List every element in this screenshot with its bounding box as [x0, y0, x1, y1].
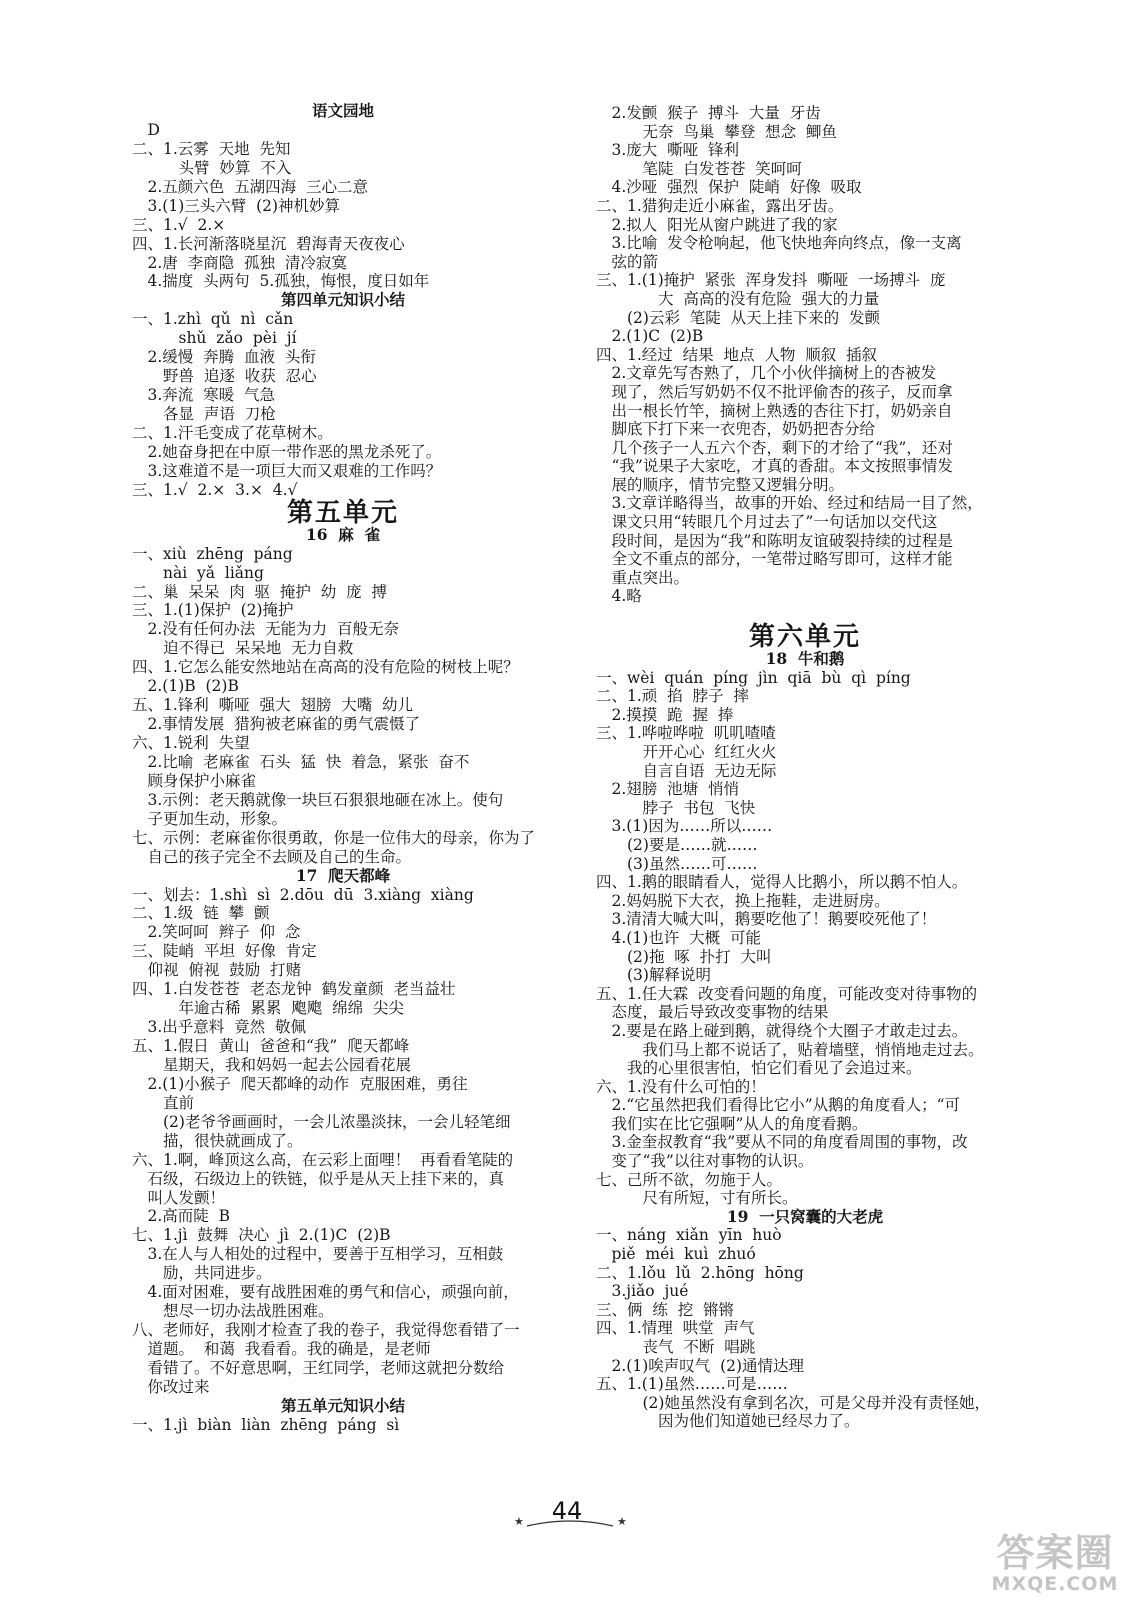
- answer-line: “我”说果子大家吃，才真的香甜。本文按照事情发: [611, 457, 953, 476]
- answer-line: 野兽 追逐 收获 忍心: [163, 367, 317, 386]
- answer-line: 3.出乎意料 竟然 敬佩: [147, 1018, 306, 1037]
- section-title: 18 牛和鹅: [765, 649, 845, 669]
- answer-line: 三、俩 练 挖 锵锵: [596, 1300, 735, 1319]
- answer-line: 脖子 书包 飞快: [642, 798, 756, 817]
- answer-line: 四、1.长河渐落晓星沉 碧海青天夜夜心: [132, 234, 405, 253]
- answer-line: 六、1.没有什么可怕的！: [596, 1077, 766, 1096]
- answer-line: 三、1.(1)保护 (2)掩护: [132, 601, 294, 620]
- answer-line: 段时间，是因为“我”和陈明友谊破裂持续的过程是: [611, 531, 953, 550]
- answer-line: 2.高而陡 B: [147, 1207, 231, 1226]
- answer-line: 石级，石级边上的铁链，似乎是从天上挂下来的，真: [147, 1169, 505, 1188]
- answer-line: 弦的箭: [611, 252, 659, 271]
- answer-line: 子更加生动，形象。: [147, 809, 288, 828]
- answer-line: 头臂 妙算 不入: [178, 158, 292, 177]
- answer-line: 2.妈妈脱下大衣，换上拖鞋，走进厨房。: [611, 891, 890, 910]
- answer-line: 你改过来: [147, 1377, 210, 1396]
- answer-line: 2.文章先写杏熟了，几个小伙伴摘树上的杏被发: [611, 364, 937, 383]
- answer-line: 二、1.云雾 天地 先知: [132, 139, 291, 158]
- answer-line: 3.清清大喊大叫，鹅要吃他了！鹅要咬死他了！: [611, 910, 937, 929]
- answer-line: 因为他们知道她已经尽力了。: [658, 1412, 860, 1431]
- answer-line: 三、1.(1)掩护 紧张 浑身发抖 嘶哑 一场搏斗 庞: [596, 271, 946, 290]
- answer-line: 六、1.啊，峰顶这么高，在云彩上面哩！ 再看看笔陡的: [132, 1150, 514, 1169]
- answer-line: 励，共同进步。: [163, 1264, 272, 1283]
- answer-line: 三、1.√ 2.× 3.× 4.√: [132, 480, 298, 499]
- answer-line: 态度，最后导致改变事物的结果: [611, 1003, 829, 1022]
- page-number: 44: [551, 1497, 583, 1525]
- answer-line: 四、1.白发苍苍 老态龙钟 鹤发童颜 老当益壮: [132, 980, 456, 999]
- answer-line: 叫人发颤！: [147, 1188, 226, 1207]
- answer-line: 变了“我”以往对事物的认识。: [611, 1152, 814, 1171]
- answer-line: 三、陡峭 平坦 好像 肯定: [132, 942, 317, 961]
- answer-line: 2.笑呵呵 辫子 仰 念: [147, 923, 301, 942]
- answer-line: 一、划去：1.shì sì 2.dōu dū 3.xiàng xiàng: [132, 885, 474, 904]
- answer-line: 3.(1)因为……所以……: [611, 817, 773, 836]
- section-title: 第五单元知识小结: [280, 1395, 405, 1415]
- answer-line: 展的顺序，情节完整又逻辑分明。: [611, 475, 845, 494]
- answer-line: 2.“它虽然把我们看得比它小”从鹅的角度看人；“可: [611, 1096, 961, 1115]
- answer-line: 4.面对困难，要有战胜困难的勇气和信心，顽强向前，: [147, 1283, 519, 1302]
- answer-line: 2.(1)小猴子 爬天都峰的动作 克服困难，勇往: [147, 1074, 468, 1093]
- section-title: 19 一只窝囊的大老虎: [726, 1206, 884, 1226]
- answer-line: 迫不得已 呆呆地 无力自救: [163, 639, 354, 658]
- answer-line: 二、1.顽 掐 脖子 摔: [596, 687, 749, 706]
- answer-line: piě méi kuì zhuó: [611, 1245, 756, 1264]
- answer-line: 道题。 和蔼 我看看。我的确是，是老师: [147, 1340, 431, 1358]
- answer-line: 看错了。不好意思啊，王红同学，老师这就把分数给: [147, 1358, 505, 1377]
- answer-line: 一、náng xiǎn yīn huò: [596, 1226, 782, 1245]
- answer-line: 尺有所短，寸有所长。: [642, 1189, 798, 1208]
- answer-line: 4.沙哑 强烈 保护 陡峭 好像 吸取: [611, 178, 862, 197]
- answer-line: 4.(1)也许 大概 可能: [611, 928, 761, 947]
- answer-line: 顾身保护小麻雀: [147, 771, 257, 790]
- section-title: 语文园地: [311, 101, 374, 120]
- section-title: 第四单元知识小结: [280, 290, 405, 310]
- answer-line: 自言自语 无边无际: [642, 761, 777, 780]
- answer-line: 2.唐 李商隐 孤独 清冷寂寞: [147, 253, 347, 272]
- answer-line: 五、1.(1)虽然……可是……: [596, 1375, 788, 1394]
- answer-line: 2.五颜六色 五湖四海 三心二意: [147, 177, 368, 196]
- answer-line: 我的心里很害怕，怕它们看见了会追过来。: [627, 1059, 922, 1078]
- answer-line: 二、1.猎狗走近小麻雀，露出牙齿。: [596, 196, 844, 215]
- answer-line: 2.(1)B (2)B: [147, 677, 239, 696]
- answer-line: 我们马上都不说话了，贴着墙壁，悄悄地走过去。: [642, 1040, 984, 1059]
- answer-line: 3.这难道不是一项巨大而又艰难的工作吗？: [147, 461, 442, 480]
- answer-line: 3.示例：老天鹅就像一块巨石狠狠地砸在冰上。使句: [147, 790, 504, 809]
- answer-line: (2)拖 啄 扑打 大叫: [627, 947, 772, 966]
- answer-line: 2.拟人 阳光从窗户跳进了我的家: [611, 215, 838, 234]
- answer-line: 2.摸摸 跪 握 捧: [611, 705, 734, 724]
- answer-line: 4.略: [611, 587, 642, 606]
- answer-line: 2.要是在路上碰到鹅，就得绕个大圈子才敢走过去。: [611, 1021, 968, 1040]
- answer-line: 二、巢 呆呆 肉 驱 掩护 幼 庞 搏: [132, 582, 387, 601]
- answer-line: 自己的孩子完全不去顾及自己的生命。: [147, 847, 412, 866]
- answer-line: (3)解释说明: [627, 966, 711, 985]
- answer-line: nài yǎ liǎng: [163, 563, 264, 582]
- watermark-site: MXQE.COM: [991, 1573, 1119, 1595]
- answer-line: 无奈 鸟巢 攀登 想念 鲫鱼: [642, 122, 837, 141]
- answer-line: shǔ zǎo pèi jí: [178, 329, 297, 348]
- answer-line: (3)虽然……可……: [627, 854, 758, 873]
- answer-line: 星期天，我和妈妈一起去公园看花展: [163, 1055, 412, 1074]
- answer-line: 我们实在比它强啊”从人的角度看鹅。: [611, 1114, 868, 1133]
- section-title: 16 麻 雀: [305, 524, 381, 544]
- answer-line: 四、1.鹅的眼睛看人，觉得人比鹅小，所以鹅不怕人。: [596, 873, 968, 892]
- answer-line: 2.事情发展 猎狗被老麻雀的勇气震慑了: [147, 715, 421, 734]
- answer-line: 丧气 不断 唱跳: [642, 1338, 756, 1356]
- left-column: [132, 102, 554, 1435]
- star-icon: ★: [617, 1515, 627, 1528]
- watermark-logo-text: 答案圈: [996, 1531, 1114, 1575]
- star-icon: ★: [514, 1515, 524, 1528]
- answer-line: (2)要是……就……: [627, 835, 758, 854]
- answer-line: 出一根长竹竿，摘树上熟透的杏往下打，奶奶亲自: [611, 401, 953, 420]
- answer-line: 2.缓慢 奔腾 血液 头衔: [147, 348, 316, 367]
- answer-line: 3.奔流 寒暖 气急: [147, 386, 275, 405]
- answer-line: 3.在人与人相处的过程中，要善于互相学习，互相鼓: [147, 1245, 504, 1264]
- answer-line: 3.庞大 嘶哑 锋利: [611, 141, 739, 160]
- answer-line: 笔陡 白发苍苍 笑呵呵: [642, 159, 802, 178]
- answer-line: 3.文章详略得当，故事的开始、经过和结局一目了然，: [611, 494, 983, 513]
- answer-line: 三、1.√ 2.×: [132, 215, 226, 234]
- answer-line: 2.发颤 猴子 搏斗 大量 牙齿: [611, 104, 821, 122]
- answer-line: (2)云彩 笔陡 从天上挂下来的 发颤: [627, 308, 881, 327]
- answer-line: 2.她奋身把在中原一带作恶的黑龙杀死了。: [147, 442, 442, 461]
- right-column: [596, 104, 1014, 1431]
- answer-line: 七、示例：老麻雀你很勇敢，你是一位伟大的母亲，你为了: [132, 828, 536, 847]
- answer-line: 3.(1)三头六臂 (2)神机妙算: [147, 196, 341, 215]
- answer-line: 3.比喻 发令枪响起，他飞快地奔向终点，像一支离: [611, 234, 962, 253]
- answer-line: 开开心心 红红火火: [642, 743, 777, 761]
- answer-line: 全文不重点的部分，一笔带过略写即可，这样才能: [611, 550, 953, 569]
- answer-line: 八、老师好，我刚才检查了我的卷子，我觉得您看错了一: [132, 1321, 520, 1340]
- answer-line: 4.揣度 头两句 5.孤独，悔恨，度日如年: [147, 272, 430, 291]
- answer-line: 一、xiù zhēng páng: [132, 544, 293, 563]
- answer-line: 脚底下打下来一衣兜杏，奶奶把杏分给: [611, 420, 876, 439]
- answer-line: 3.jiǎo jué: [611, 1282, 689, 1301]
- answer-line: 六、1.锐利 失望: [132, 734, 250, 752]
- answer-line: 课文只用“转眼几个月过去了”一句话加以交代这: [611, 513, 938, 532]
- answer-line: (2)她虽然没有拿到名次，可是父母并没有责怪她，: [642, 1393, 990, 1412]
- answer-line: 三、1.哗啦哗啦 叽叽喳喳: [596, 724, 776, 743]
- unit-heading: 第六单元: [748, 622, 861, 653]
- answer-line: 2.翅膀 池塘 悄悄: [611, 780, 739, 799]
- answer-line: 年逾古稀 累累 飑飑 绵绵 尖尖: [178, 999, 404, 1018]
- section-title: 17 爬天都峰: [295, 865, 391, 885]
- answer-line: 四、1.情理 哄堂 声气: [596, 1319, 755, 1338]
- answer-line: 3.金奎叔教育“我”要从不同的角度看周围的事物，改: [611, 1133, 968, 1152]
- answer-line: 直前: [163, 1093, 195, 1112]
- answer-line: 2.比喻 老麻雀 石头 猛 快 着急，紧张 奋不: [147, 752, 470, 771]
- answer-line: 2.(1)C (2)B: [611, 327, 704, 346]
- answer-line: 描，很快就画成了。: [163, 1131, 303, 1150]
- watermark-logo: [985, 1533, 1125, 1595]
- answer-line: 几个孩子一人五六个杏，剩下的才给了“我”，还对: [611, 438, 953, 457]
- answer-line: 七、1.jì 鼓舞 决心 jì 2.(1)C (2)B: [132, 1226, 391, 1245]
- answer-line: 四、1.它怎么能安然地站在高高的没有危险的树枝上呢？: [132, 658, 519, 677]
- answer-line: 2.(1)唉声叹气 (2)通情达理: [611, 1356, 805, 1375]
- answer-line: 想尽一切办法战胜困难。: [163, 1302, 334, 1321]
- answer-line: 一、wèi quán píng jìn qiā bù qì píng: [596, 668, 911, 687]
- answer-line: 二、1.lǒu lǔ 2.hōng hōng: [596, 1263, 804, 1282]
- answer-line: 仰视 俯视 鼓励 打赌: [147, 961, 302, 980]
- unit-heading: 第五单元: [286, 497, 399, 528]
- answer-line: D: [147, 120, 160, 139]
- answer-line: 2.没有任何办法 无能为力 百般无奈: [147, 620, 399, 639]
- footer-ornament: [525, 1514, 615, 1530]
- answer-line: 现了，然后写奶奶不仅不批评偷杏的孩子，反而拿: [611, 382, 953, 401]
- answer-line: (2)老爷爷画画时，一会儿浓墨淡抹，一会儿轻笔细: [163, 1112, 511, 1131]
- answer-line: 各显 声语 刀枪: [163, 405, 276, 423]
- answer-line: 七、己所不欲，勿施于人。: [596, 1170, 783, 1189]
- answer-line: 大 高高的没有危险 强大的力量: [658, 289, 880, 308]
- answer-line: 二、1.汗毛变成了花草树木。: [132, 423, 333, 442]
- answer-line: 重点突出。: [611, 568, 690, 587]
- answer-line: 五、1.锋利 嘶哑 强大 翅膀 大嘴 幼儿: [132, 696, 414, 715]
- answer-line: 五、1.任大霖 改变看问题的角度，可能改变对待事物的: [596, 984, 978, 1003]
- answer-line: 二、1.级 链 攀 颤: [132, 904, 270, 923]
- answer-line: 四、1.经过 结果 地点 人物 顺叙 插叙: [596, 345, 878, 364]
- answer-line: 五、1.假日 黄山 爸爸和“我” 爬天都峰: [132, 1037, 410, 1055]
- answer-line: 一、1.jì biàn liàn zhēng páng sì: [132, 1415, 400, 1434]
- answer-line: 一、1.zhì qǔ nì cǎn: [132, 310, 294, 329]
